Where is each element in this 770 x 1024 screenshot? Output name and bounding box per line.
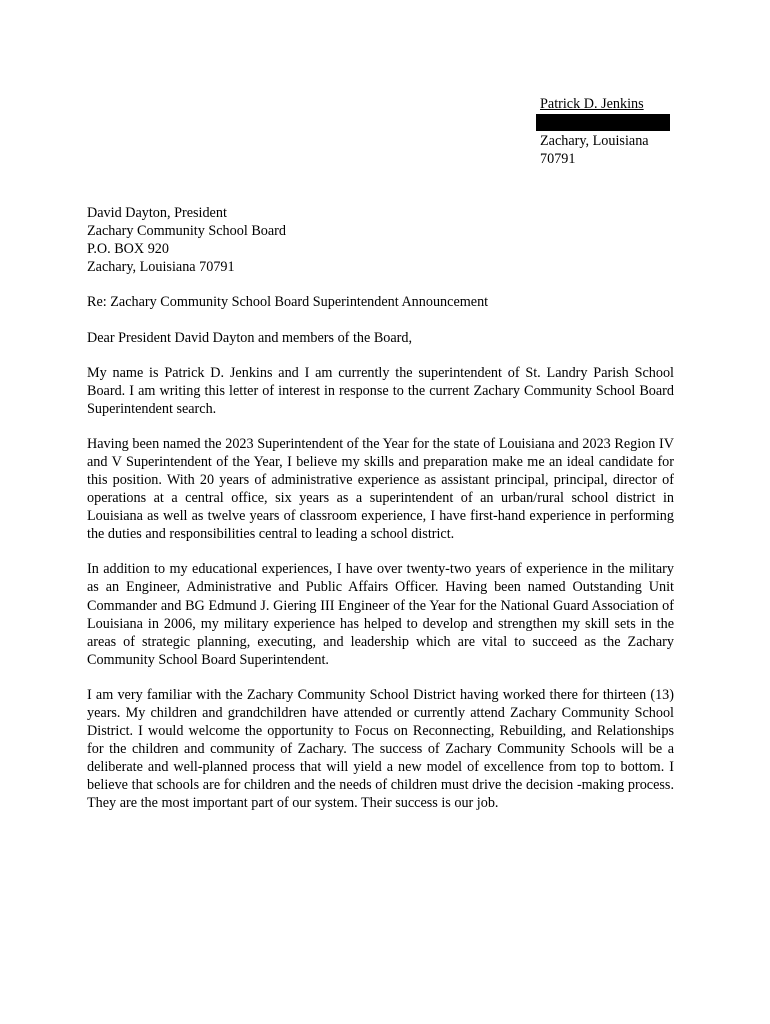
letter-body bbox=[87, 364, 674, 829]
body-paragraph-intro: My name is Patrick D. Jenkins and I am currently the superintendent of St. Landry Parish School Board. I am writing this letter of interest in response to the current Zachary Community School Board Superintendent search. bbox=[87, 365, 674, 418]
body-paragraph-familiarity: I am very familiar with the Zachary Community School District having worked there for thirteen (13) years. My children and grandchildren have attended or currently attend Zachary Community School District. I would welcome the opportunity to Focus on Reconnecting, Rebuilding, and Relationships for the children and community of Zachary. The success of Zachary Community Schools will be a deliberate and well-planned process that will yield a new model of excellence from top to bottom. I believe that schools are for children and the needs of children must drive the decision -making process. They are the most important part of our system. Their success is our job. bbox=[87, 686, 674, 811]
body-paragraph-qualifications: Having been named the 2023 Superintendent of the Year for the state of Louisiana and 2023 Region IV and V Superintendent of the Year, I believe my skills and preparation make me an ideal candidate for this position. With 20 years of administrative experience as assistant principal, principal, director of operations at a central office, six years as a superintendent of an urban/rural school district in Louisiana as well as twelve years of classroom experience, I have first-hand experience in performing the duties and responsibilities central to leading a school district. bbox=[87, 436, 674, 543]
sender-city-state: Zachary, Louisiana bbox=[540, 133, 649, 149]
recipient-line-organization: Zachary Community School Board bbox=[87, 223, 286, 239]
sender-name: Patrick D. Jenkins bbox=[540, 96, 644, 112]
redacted-street-address bbox=[536, 114, 670, 131]
salutation: Dear President David Dayton and members of the Board, bbox=[87, 330, 413, 346]
sender-address-block bbox=[540, 95, 690, 168]
recipient-line-po-box: P.O. BOX 920 bbox=[87, 241, 169, 257]
subject-line: Re: Zachary Community School Board Superintendent Announcement bbox=[87, 294, 489, 310]
recipient-address-block bbox=[87, 204, 286, 276]
recipient-line-city: Zachary, Louisiana 70791 bbox=[87, 259, 235, 275]
recipient-line-name: David Dayton, President bbox=[87, 205, 227, 221]
sender-zip: 70791 bbox=[540, 151, 576, 167]
body-paragraph-military: In addition to my educational experiences, I have over twenty-two years of experience in the military as an Engineer, Administrative and Public Affairs Officer. Having been named Outstanding Unit Commander and BG Edmund J. Giering III Engineer of the Year for the National Guard Association of Louisiana in 2006, my military experience has helped to develop and strengthen my skill sets in the areas of strategic planning, executing, and leadership which are vital to succeed as the Zachary Community School Board Superintendent. bbox=[87, 561, 674, 668]
